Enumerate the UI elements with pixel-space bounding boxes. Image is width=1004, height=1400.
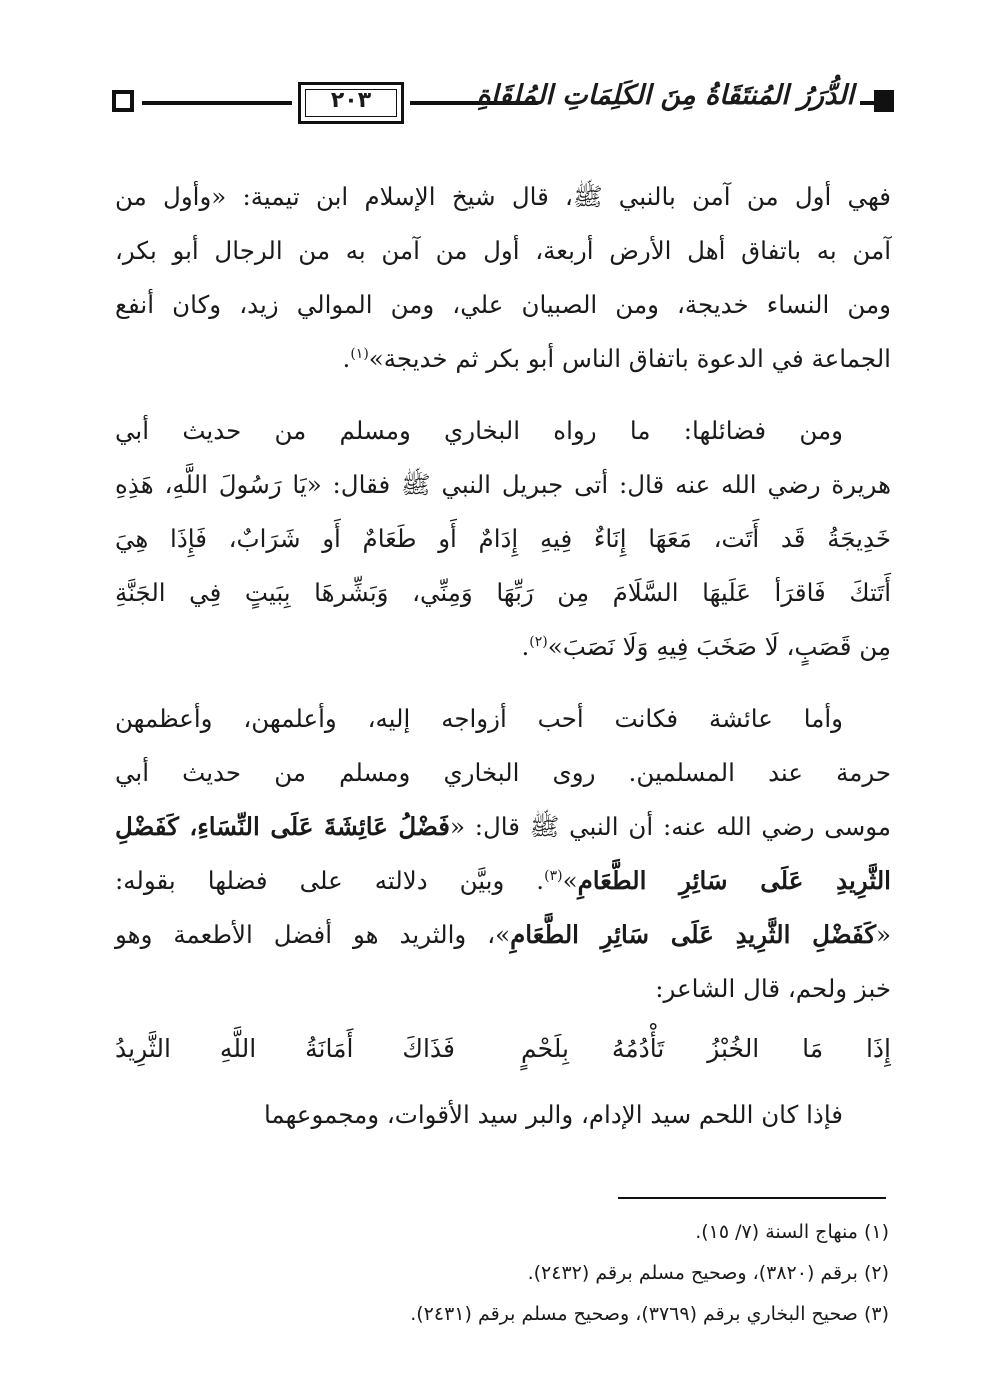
poem-verse xyxy=(115,1016,891,1082)
text-line: فهي أول من آمن بالنبي ﷺ، قال شيخ الإسلام ابن تيمية: «وأول من xyxy=(115,182,891,211)
footnote-1: (١) منهاج السنة (٧/ ١٥). xyxy=(695,1221,889,1243)
text-line: ومن النساء خديجة، ومن الصبيان علي، ومن الموالي زيد، وكان أنفع xyxy=(115,290,891,319)
text-span: موسى رضي الله عنه: أن النبي ﷺ قال: « xyxy=(449,812,891,841)
text-line: هريرة رضي الله عنه قال: أتى جبريل النبي ﷺ فقال: «يَا رَسُولَ اللَّهِ، هَذِهِ xyxy=(115,470,891,499)
text-line xyxy=(115,800,891,854)
footnote-ref: (١) xyxy=(350,345,369,362)
text-line: وأما عائشة فكانت أحب أزواجه إليه، وأعلمهن، وأعظمهن xyxy=(115,704,843,733)
text-span: الجماعة في الدعوة باتفاق الناس أبو بكر ثم خديجة» xyxy=(368,344,891,373)
footnote-separator xyxy=(618,1197,886,1199)
hadith-bold-text: كَفَضْلِ الثَّرِيدِ عَلَى سَائِرِ الطَّعَامِ xyxy=(510,920,877,949)
footnote-ref: (٢) xyxy=(529,633,548,650)
paragraph-1 xyxy=(115,170,891,386)
text-line xyxy=(115,908,891,962)
text-line: أَتَتكَ فَاقرَأ عَلَيهَا السَّلَامَ مِن رَبِّهَا وَمِنِّي، وَبَشِّرهَا بِبَيتٍ فِي الجَنَّةِ xyxy=(115,578,891,607)
page-number: ٢٠٣ xyxy=(330,88,372,113)
text-span: . وبيَّن دلالته على فضلها بقوله: xyxy=(115,866,545,895)
text-line: مِن قَصَبٍ، لَا صَخَبَ فِيهِ وَلَا نَصَبَ»$^{(٢)}$. xyxy=(521,632,891,661)
header-rule xyxy=(142,101,292,105)
text-line: آمن به باتفاق أهل الأرض أربعة، أول من آمن به من الرجال أبو بكر، xyxy=(115,236,891,265)
page-number-frame xyxy=(298,82,404,124)
text-line: ومن فضائلها: ما رواه البخاري ومسلم من حديث أبي xyxy=(115,416,843,445)
text-span: « xyxy=(876,920,892,949)
paragraph-2 xyxy=(115,404,891,674)
header-square-outline-ornament xyxy=(112,90,134,112)
text-span: »، والثريد هو أفضل الأطعمة وهو xyxy=(115,920,511,949)
text-span: مِن قَصَبٍ، لَا صَخَبَ فِيهِ وَلَا نَصَبَ» xyxy=(547,632,891,661)
poem-hemistich-2: فَذَاكَ أَمَانَةُ اللَّهِ الثَّرِيدُ xyxy=(115,1034,455,1063)
text-line xyxy=(115,854,891,908)
hadith-bold-text: فَضْلُ عَائِشَةَ عَلَى النِّسَاءِ، كَفَضْلِ xyxy=(115,812,450,841)
paragraph-3 xyxy=(115,692,891,1016)
text-line: الجماعة في الدعوة باتفاق الناس أبو بكر ثم خديجة»$^{(١)}$. xyxy=(342,344,891,373)
text-line: خَدِيجَةُ قَد أَتَت، مَعَهَا إِنَاءٌ فِيهِ إِدَامٌ أَو طَعَامٌ أَو شَرَابٌ، فَإِذَا هِيَ xyxy=(115,524,891,553)
poem-hemistich-1: إِذَا مَا الخُبْزُ تَأْدُمُهُ بِلَحْمٍ xyxy=(521,1034,891,1063)
text-line: حرمة عند المسلمين. روى البخاري ومسلم من حديث أبي xyxy=(115,758,891,787)
footnotes xyxy=(189,1212,889,1335)
text-line: خبز ولحم، قال الشاعر: xyxy=(655,974,891,1003)
page-header xyxy=(112,78,894,128)
paragraph-4: فإذا كان اللحم سيد الإدام، والبر سيد الأقوات، ومجموعهما xyxy=(263,1100,843,1129)
text-span: » xyxy=(562,866,578,895)
book-title: الدُّرَرُ المُنتَقَاةُ مِنَ الكَلِمَاتِ المُلقَاةِ xyxy=(476,80,854,111)
footnote-2: (٢) برقم (٣٨٢٠)، وصحيح مسلم برقم (٢٤٣٢). xyxy=(527,1262,889,1284)
footnote-3: (٣) صحيح البخاري برقم (٣٧٦٩)، وصحيح مسلم برقم (٢٤٣١). xyxy=(410,1303,889,1325)
page-body xyxy=(115,170,891,1142)
header-square-solid-ornament xyxy=(874,90,894,112)
footnote-ref: (٣) xyxy=(544,867,563,884)
hadith-bold-text: الثَّرِيدِ عَلَى سَائِرِ الطَّعَامِ xyxy=(577,866,891,895)
